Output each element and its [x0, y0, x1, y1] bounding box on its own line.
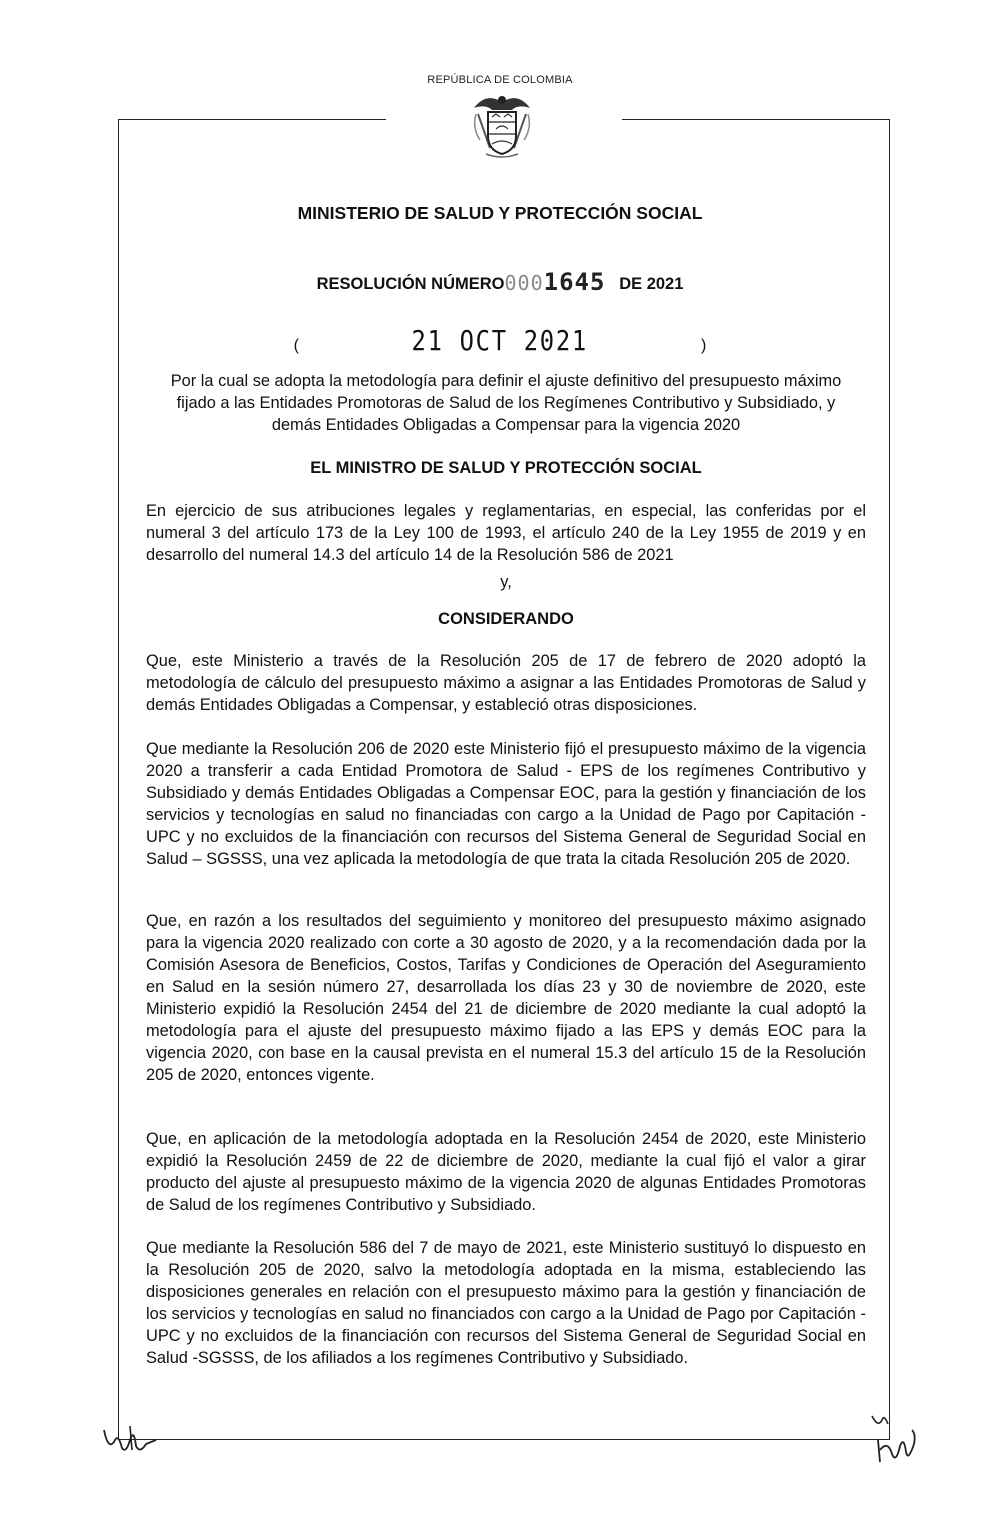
initials-left-signature — [100, 1420, 160, 1460]
frame-bottom — [118, 1439, 890, 1440]
paragraph-5: Que mediante la Resolución 586 del 7 de mayo de 2021, este Ministerio sustituyó lo dispuesto en la Resolución 205 de 2020, salvo la metodología adoptada en la misma, estableciendo las disposiciones generales en relación con el presupuesto máximo para la gestión y financiación de los servicios y tecnologías en salud no financiados con cargo a la Unidad de Pago por Capitación -UPC y no excluidos de la financiación con recursos del Sistema General de Seguridad Social en Salud -SGSSS, de los afiliados a los regímenes Contributivo y Subsidiado. — [146, 1239, 866, 1367]
frame-right — [889, 119, 890, 1439]
paragraph-2: Que mediante la Resolución 206 de 2020 este Ministerio fijó el presupuesto máximo de la vigencia 2020 a transferir a cada Entidad Promotora de Salud - EPS de los regímenes Contributivo y Subsidiado y demás Entidades Obligadas a Compensar EOC, para la gestión y financiación de los servicios y tecnologías en salud no financiadas con cargo a la Unidad de Pago por Capitación -UPC y no excluidos de la financiación con recursos del Sistema General de Seguridad Social en Salud – SGSSS, una vez aplicada la metodología de que trata la citada Resolución 205 de 2020. — [146, 740, 866, 868]
resolution-year: DE 2021 — [619, 275, 684, 293]
ministry-title: MINISTERIO DE SALUD Y PROTECCIÓN SOCIAL — [297, 203, 703, 223]
paragraph-1: Que, este Ministerio a través de la Resolución 205 de 17 de febrero de 2020 adoptó la metodología de cálculo del presupuesto máximo a asignar a las Entidades Promotoras de Salud y demás Entidades Obligadas a Compensar, y estableció otras disposiciones. — [146, 652, 866, 714]
date-stamp: 21 OCT 2021 — [411, 324, 589, 357]
paragraph-4: Que, en aplicación de la metodología adoptada en la Resolución 2454 de 2020, este Ministerio expidió la Resolución 2459 de 22 de diciembre de 2020, mediante la cual fijó el valor a girar producto del ajuste al presupuesto máximo de la vigencia 2020 de algunas Entidades Promotoras de Salud de los regímenes Contributivo y Subsidiado. — [146, 1130, 866, 1214]
authority-tail: y, — [500, 573, 512, 591]
resolution-number-stamp: 1645 — [543, 268, 606, 296]
resolution-summary: Por la cual se adopta la metodología para definir el ajuste definitivo del presupuesto máximo fijado a las Entidades Promotoras de Salud de los Regímenes Contributivo y Subsidiado, y demás Entidades Obligadas a Compensar para la vigencia 2020 — [170, 372, 842, 434]
authority-heading: EL MINISTRO DE SALUD Y PROTECCIÓN SOCIAL — [310, 459, 702, 477]
colombia-coat-of-arms-icon — [466, 88, 538, 160]
considering-heading: CONSIDERANDO — [438, 610, 574, 628]
paragraph-3: Que, en razón a los resultados del seguimiento y monitoreo del presupuesto máximo asignado para la vigencia 2020 realizado con corte a 30 agosto de 2020, y a la recomendación dada por la Comisión Asesora de Beneficios, Costos, Tarifas y Condiciones de Operación del Aseguramiento en Salud en la sesión número 27, desarrollada los días 23 y 30 de noviembre de 2020, este Ministerio expidió la Resolución 2454 del 21 de diciembre de 2020 mediante la cual adoptó la metodología para el ajuste del presupuesto máximo fijado a las EPS y demás EOC para la vigencia 2020, con base en la causal prevista en el numeral 15.3 del artículo 15 de la Resolución 205 de 2020, entonces vigente. — [146, 912, 866, 1084]
resolution-date-line — [0, 324, 1000, 357]
initials-right-signature — [858, 1410, 928, 1470]
resolution-number-stamp-faint: 000 — [504, 271, 544, 295]
frame-top-right — [622, 119, 890, 120]
authority-text: En ejercicio de sus atribuciones legales y reglamentarias, en especial, las conferidas por el numeral 3 del artículo 173 de la Ley 100 de 1993, el artículo 240 de la Ley 1955 de 2019 y en desarrollo del numeral 14.3 del artículo 14 de la Resolución 586 de 2021 — [146, 502, 866, 564]
country-heading: REPÚBLICA DE COLOMBIA — [427, 74, 573, 86]
resolution-label: RESOLUCIÓN NÚMERO — [316, 275, 505, 293]
frame-top-left — [118, 119, 386, 120]
resolution-number-line — [0, 268, 1000, 296]
date-close-paren: ) — [701, 337, 707, 354]
date-open-paren: ( — [293, 337, 299, 354]
frame-left — [118, 119, 119, 1439]
